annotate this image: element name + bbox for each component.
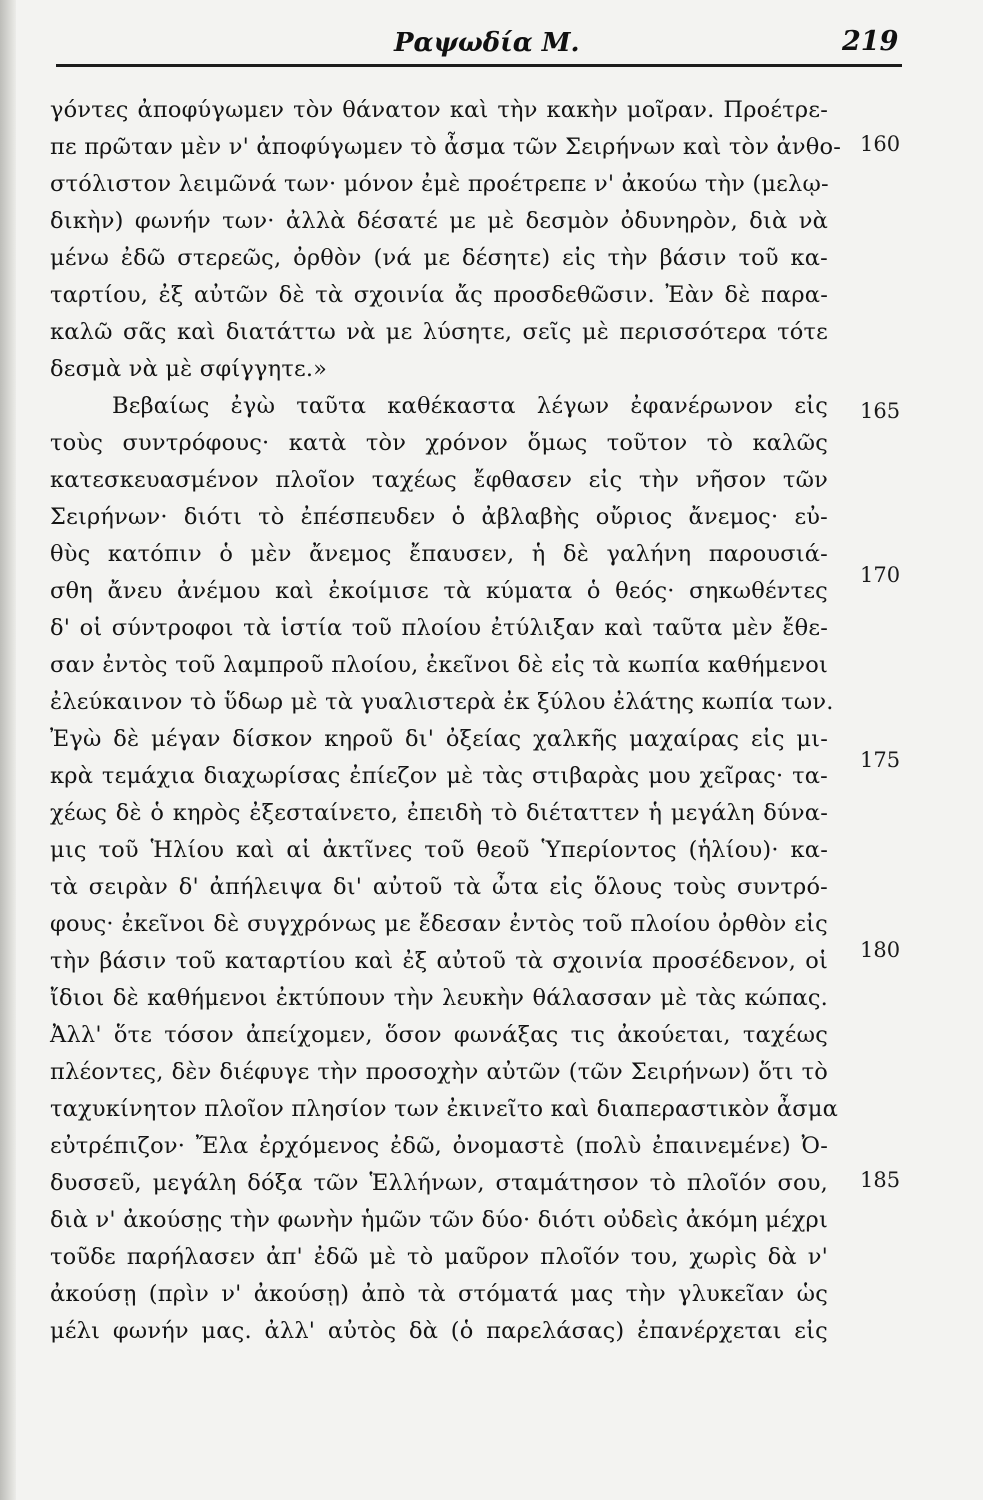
running-title: Ραψωδία Μ. [394,28,580,58]
text-line: φους· ἐκεῖνοι δὲ συγχρόνως με ἔδεσαν ἐντὸς τοῦ πλοίου ὀρθὸν εἰς [50,911,828,937]
text-line: τὴν βάσιν τοῦ καταρτίου καὶ ἐξ αὐτοῦ τὰ σχοινία προσέδενον, οἱ [50,948,828,974]
text-line: ἐλεύκαινον τὸ ὕδωρ μὲ τὰ γυαλιστερὰ ἐκ ξύλου ἐλάτης κωπία των. [50,689,834,715]
text-line: ἀκούσῃ (πρὶν ν' ἀκούσῃ) ἀπὸ τὰ στόματά μας τὴν γλυκεῖαν ὡς [50,1281,828,1307]
text-line: πε πρῶταν μὲν ν' ἀποφύγωμεν τὸ ἆσμα τῶν Σειρήνων καὶ τὸν ἀνθο- [50,134,842,160]
text-line: διὰ ν' ἀκούσῃς τὴν φωνὴν ἡμῶν τῶν δύο· διότι οὐδεὶς ἀκόμη μέχρι [50,1207,828,1233]
text-line: δυσσεῦ, μεγάλη δόξα τῶν Ἑλλήνων, σταμάτησον τὸ πλοῖόν σου, [50,1170,828,1196]
text-line: στόλιστον λειμῶνά των· μόνον ἐμὲ προέτρεπε ν' ἀκούω τὴν (μελῳ- [50,171,829,197]
text-line: τοὺς συντρόφους· κατὰ τὸν χρόνον ὅμως τοῦτον τὸ καλῶς [50,430,828,456]
text-line: σαν ἐντὸς τοῦ λαμπροῦ πλοίου, ἐκεῖνοι δὲ εἰς τὰ κωπία καθήμενοι [50,652,828,678]
text-line: κατεσκευασμένον πλοῖον ταχέως ἔφθασεν εἰς τὴν νῆσον τῶν [50,467,828,493]
text-line: δ' οἱ σύντροφοι τὰ ἱστία τοῦ πλοίου ἐτύλιξαν καὶ ταῦτα μὲν ἔθε- [50,615,828,641]
line-number: 170 [860,563,901,587]
text-line: Βεβαίως ἐγὼ ταῦτα καθέκαστα λέγων ἐφανέρωνον εἰς [112,393,828,419]
text-line: σθη ἄνευ ἀνέμου καὶ ἐκοίμισε τὰ κύματα ὁ θεός· σηκωθέντες [50,578,828,604]
text-line: μέλι φωνήν μας. ἀλλ' αὐτὸς δὰ (ὁ παρελάσας) ἐπανέρχεται εἰς [50,1318,828,1344]
page-number: 219 [842,26,899,57]
text-line: δεσμὰ νὰ μὲ σφίγγητε.» [50,356,328,382]
text-line: Σειρήνων· διότι τὸ ἐπέσπευδεν ὁ ἀβλαβὴς οὔριος ἄνεμος· εὐ- [50,504,828,530]
text-line: κρὰ τεμάχια διαχωρίσας ἐπίεζον μὲ τὰς στιβαρὰς μου χεῖρας· τα- [50,763,828,789]
text-line: θὺς κατόπιν ὁ μὲν ἄνεμος ἔπαυσεν, ἡ δὲ γαλήνη παρουσιά- [50,541,828,567]
text-line: Ἀλλ' ὅτε τόσον ἀπείχομεν, ὅσον φωνάξας τις ἀκούεται, ταχέως [50,1022,828,1048]
line-number: 180 [860,938,901,962]
text-line: τὰ σειρὰν δ' ἀπήλειψα δι' αὐτοῦ τὰ ὦτα εἰς ὅλους τοὺς συντρό- [50,874,828,900]
text-line: Ἐγὼ δὲ μέγαν δίσκον κηροῦ δι' ὀξείας χαλκῆς μαχαίρας εἰς μι- [50,726,828,752]
line-number: 165 [860,399,901,423]
text-line: γόντες ἀποφύγωμεν τὸν θάνατον καὶ τὴν κακὴν μοῖραν. Προέτρε- [50,97,828,123]
text-line: ἴδιοι δὲ καθήμενοι ἐκτύπουν τὴν λευκὴν θάλασσαν μὲ τὰς κώπας. [50,985,828,1011]
text-line: μένω ἐδῶ στερεῶς, ὀρθὸν (νά με δέσητε) εἰς τὴν βάσιν τοῦ κα- [50,245,828,271]
text-line: εὐτρέπιζον· Ἔλα ἐρχόμενος ἐδῶ, ὀνομαστὲ (πολὺ ἐπαινεμένε) Ὀ- [50,1133,828,1159]
text-line: ταρτίου, ἐξ αὐτῶν δὲ τὰ σχοινία ἄς προσδεθῶσιν. Ἐὰν δὲ παρα- [50,282,828,308]
line-number: 160 [860,132,901,156]
line-number: 185 [860,1168,901,1192]
text-line: καλῶ σᾶς καὶ διατάττω νὰ με λύσητε, σεῖς μὲ περισσότερα τότε [50,319,828,345]
text-line: πλέοντες, δὲν διέφυγε τὴν προσοχὴν αὐτῶν (τῶν Σειρήνων) ὅτι τὸ [50,1059,828,1085]
line-number: 175 [860,748,901,772]
text-line: τοῦδε παρήλασεν ἀπ' ἐδῶ μὲ τὸ μαῦρον πλοῖόν του, χωρὶς δὰ ν' [50,1244,828,1270]
text-line: δικὴν) φωνήν των· ἀλλὰ δέσατέ με μὲ δεσμὸν ὀδυνηρὸν, διὰ νὰ [50,208,828,234]
text-line: μις τοῦ Ἡλίου καὶ αἱ ἀκτῖνες τοῦ θεοῦ Ὑπερίοντος (ἡλίου)· κα- [50,837,828,863]
text-line: ταχυκίνητον πλοῖον πλησίον των ἐκινεῖτο καὶ διαπεραστικὸν ἆσμα [50,1096,839,1122]
text-line: χέως δὲ ὁ κηρὸς ἐξεσταίνετο, ἐπειδὴ τὸ διέταττεν ἡ μεγάλη δύνα- [50,800,828,826]
